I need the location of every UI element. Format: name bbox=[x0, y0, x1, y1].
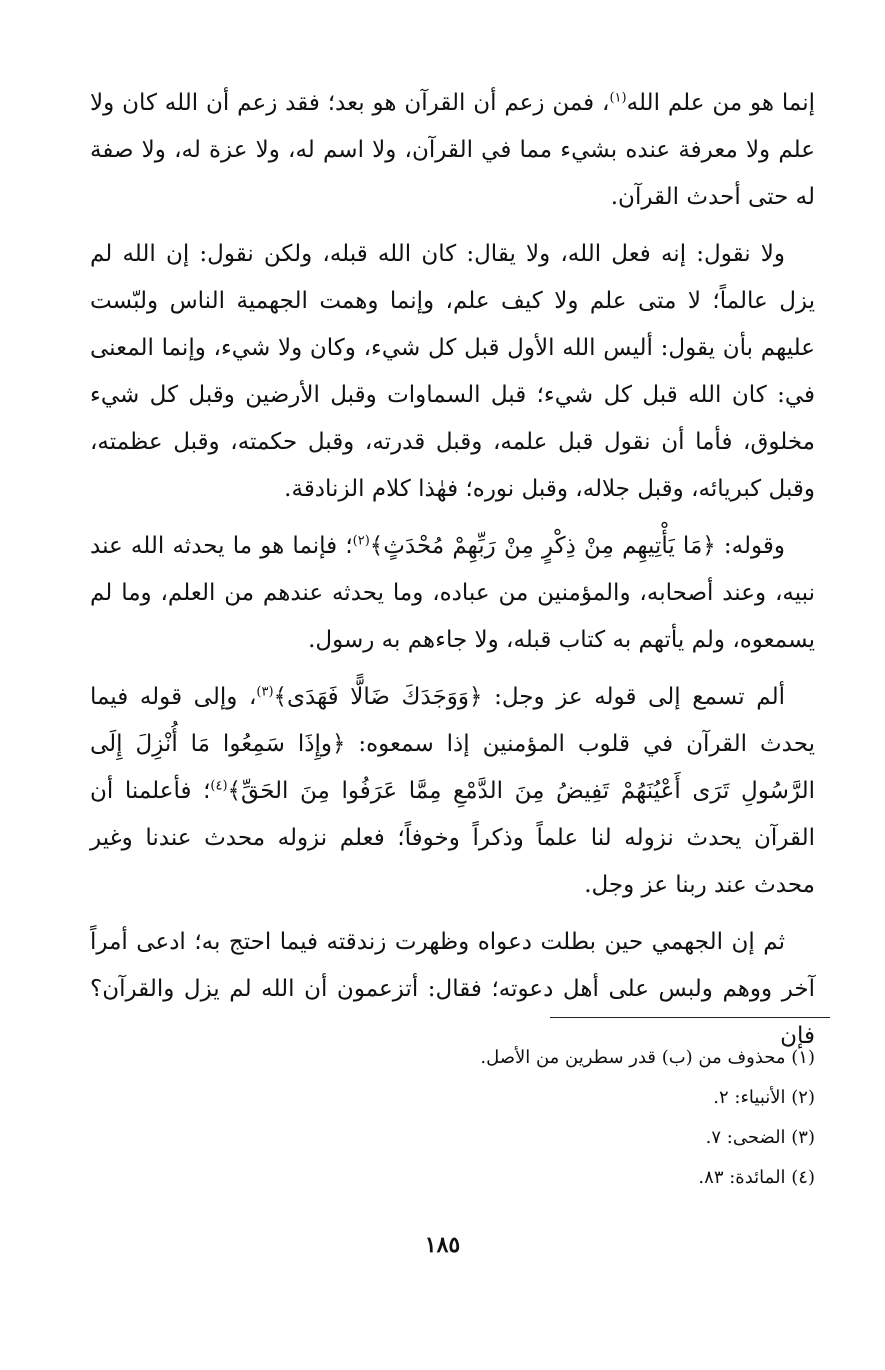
footnote-2: (٢) الأنبياء: ٢. bbox=[713, 1087, 815, 1108]
footnote-separator bbox=[550, 1017, 830, 1018]
paragraph-4-text-b: ، وإلى قوله فيما يحدث القرآن في قلوب المؤمنين إذا سمعوه: ﴿وإِذَا سَمِعُوا مَا أُنْزِلَ إِلَى الرَّسُولِ تَرَى أَعْيُنَهُمْ تَفِيضُ مِنَ الدَّمْعِ مِمَّا عَرَفُوا مِنَ الحَقِّ﴾ bbox=[90, 684, 815, 804]
footnote-4: (٤) المائدة: ٨٣. bbox=[698, 1167, 815, 1188]
footnote-3: (٣) الضحى: ٧. bbox=[705, 1127, 815, 1148]
paragraph-1-text-a: إنما هو من علم الله bbox=[626, 90, 815, 116]
footnotes bbox=[315, 1038, 815, 1198]
paragraph-2 bbox=[90, 231, 815, 513]
paragraph-4-text-c: ؛ فأعلمنا أن القرآن يحدث نزوله لنا علماً وذكراً وخوفاً؛ فعلم نزوله محدث عندنا وغير محدث عند ربنا عز وجل. bbox=[90, 778, 815, 898]
footnote-ref-4[interactable]: (٤) bbox=[210, 778, 228, 794]
main-text bbox=[90, 80, 815, 1060]
paragraph-1 bbox=[90, 80, 815, 221]
footnote-ref-3[interactable]: (٣) bbox=[256, 684, 274, 700]
footnote-ref-1[interactable]: (١) bbox=[609, 90, 627, 106]
paragraph-1-text-b: ، فمن زعم أن القرآن هو بعد؛ فقد زعم أن الله كان ولا علم ولا معرفة عنده بشيء مما في القرآن، ولا اسم له، ولا عزة له، ولا صفة له حتى أحدث القرآن. bbox=[90, 90, 815, 210]
paragraph-5-text: ثم إن الجهمي حين بطلت دعواه وظهرت زندقته فيما احتج به؛ ادعى أمراً آخر ووهم ولبس على أهل دعوته؛ فقال: أتزعمون أن الله لم يزل والقرآن؟ فإن bbox=[90, 929, 815, 1049]
page-number: ١٨٥ bbox=[424, 1232, 461, 1258]
paragraph-3 bbox=[90, 523, 815, 664]
footnote-ref-2[interactable]: (٢) bbox=[352, 533, 370, 549]
paragraph-3-text-b: ؛ فإنما هو ما يحدثه الله عند نبيه، وعند أصحابه، والمؤمنين من عباده، وما يحدثه عندهم من العلم، وما لم يسمعوه، ولم يأتهم به كتاب قبله، ولا جاءهم به رسول. bbox=[90, 533, 815, 653]
paragraph-3-text-a: وقوله: ﴿مَا يَأْتِيهِم مِنْ ذِكْرٍ مِنْ رَبِّهِمْ مُحْدَثٍ﴾ bbox=[369, 533, 785, 559]
paragraph-4 bbox=[90, 674, 815, 909]
paragraph-2-text: ولا نقول: إنه فعل الله، ولا يقال: كان الله قبله، ولكن نقول: إن الله لم يزل عالماً؛ لا متى علم ولا كيف علم، وإنما وهمت الجهمية الناس ولبّست عليهم بأن يقول: أليس الله الأول قبل كل شيء، وكان ولا شيء، وإنما المعنى في: كان الله قبل كل شيء؛ قبل السماوات وقبل الأرضين وقبل كل شيء مخلوق، فأما أن نقول قبل علمه، وقبل قدرته، وقبل حكمته، وقبل عظمته، وقبل كبريائه، وقبل جلاله، وقبل نوره؛ فهٰذا كلام الزنادقة. bbox=[90, 241, 815, 502]
paragraph-4-text-a: ألم تسمع إلى قوله عز وجل: ﴿وَوَجَدَكَ ضَالًّا فَهَدَى﴾ bbox=[273, 684, 785, 710]
footnote-1: (١) محذوف من (ب) قدر سطرين من الأصل. bbox=[480, 1047, 815, 1068]
